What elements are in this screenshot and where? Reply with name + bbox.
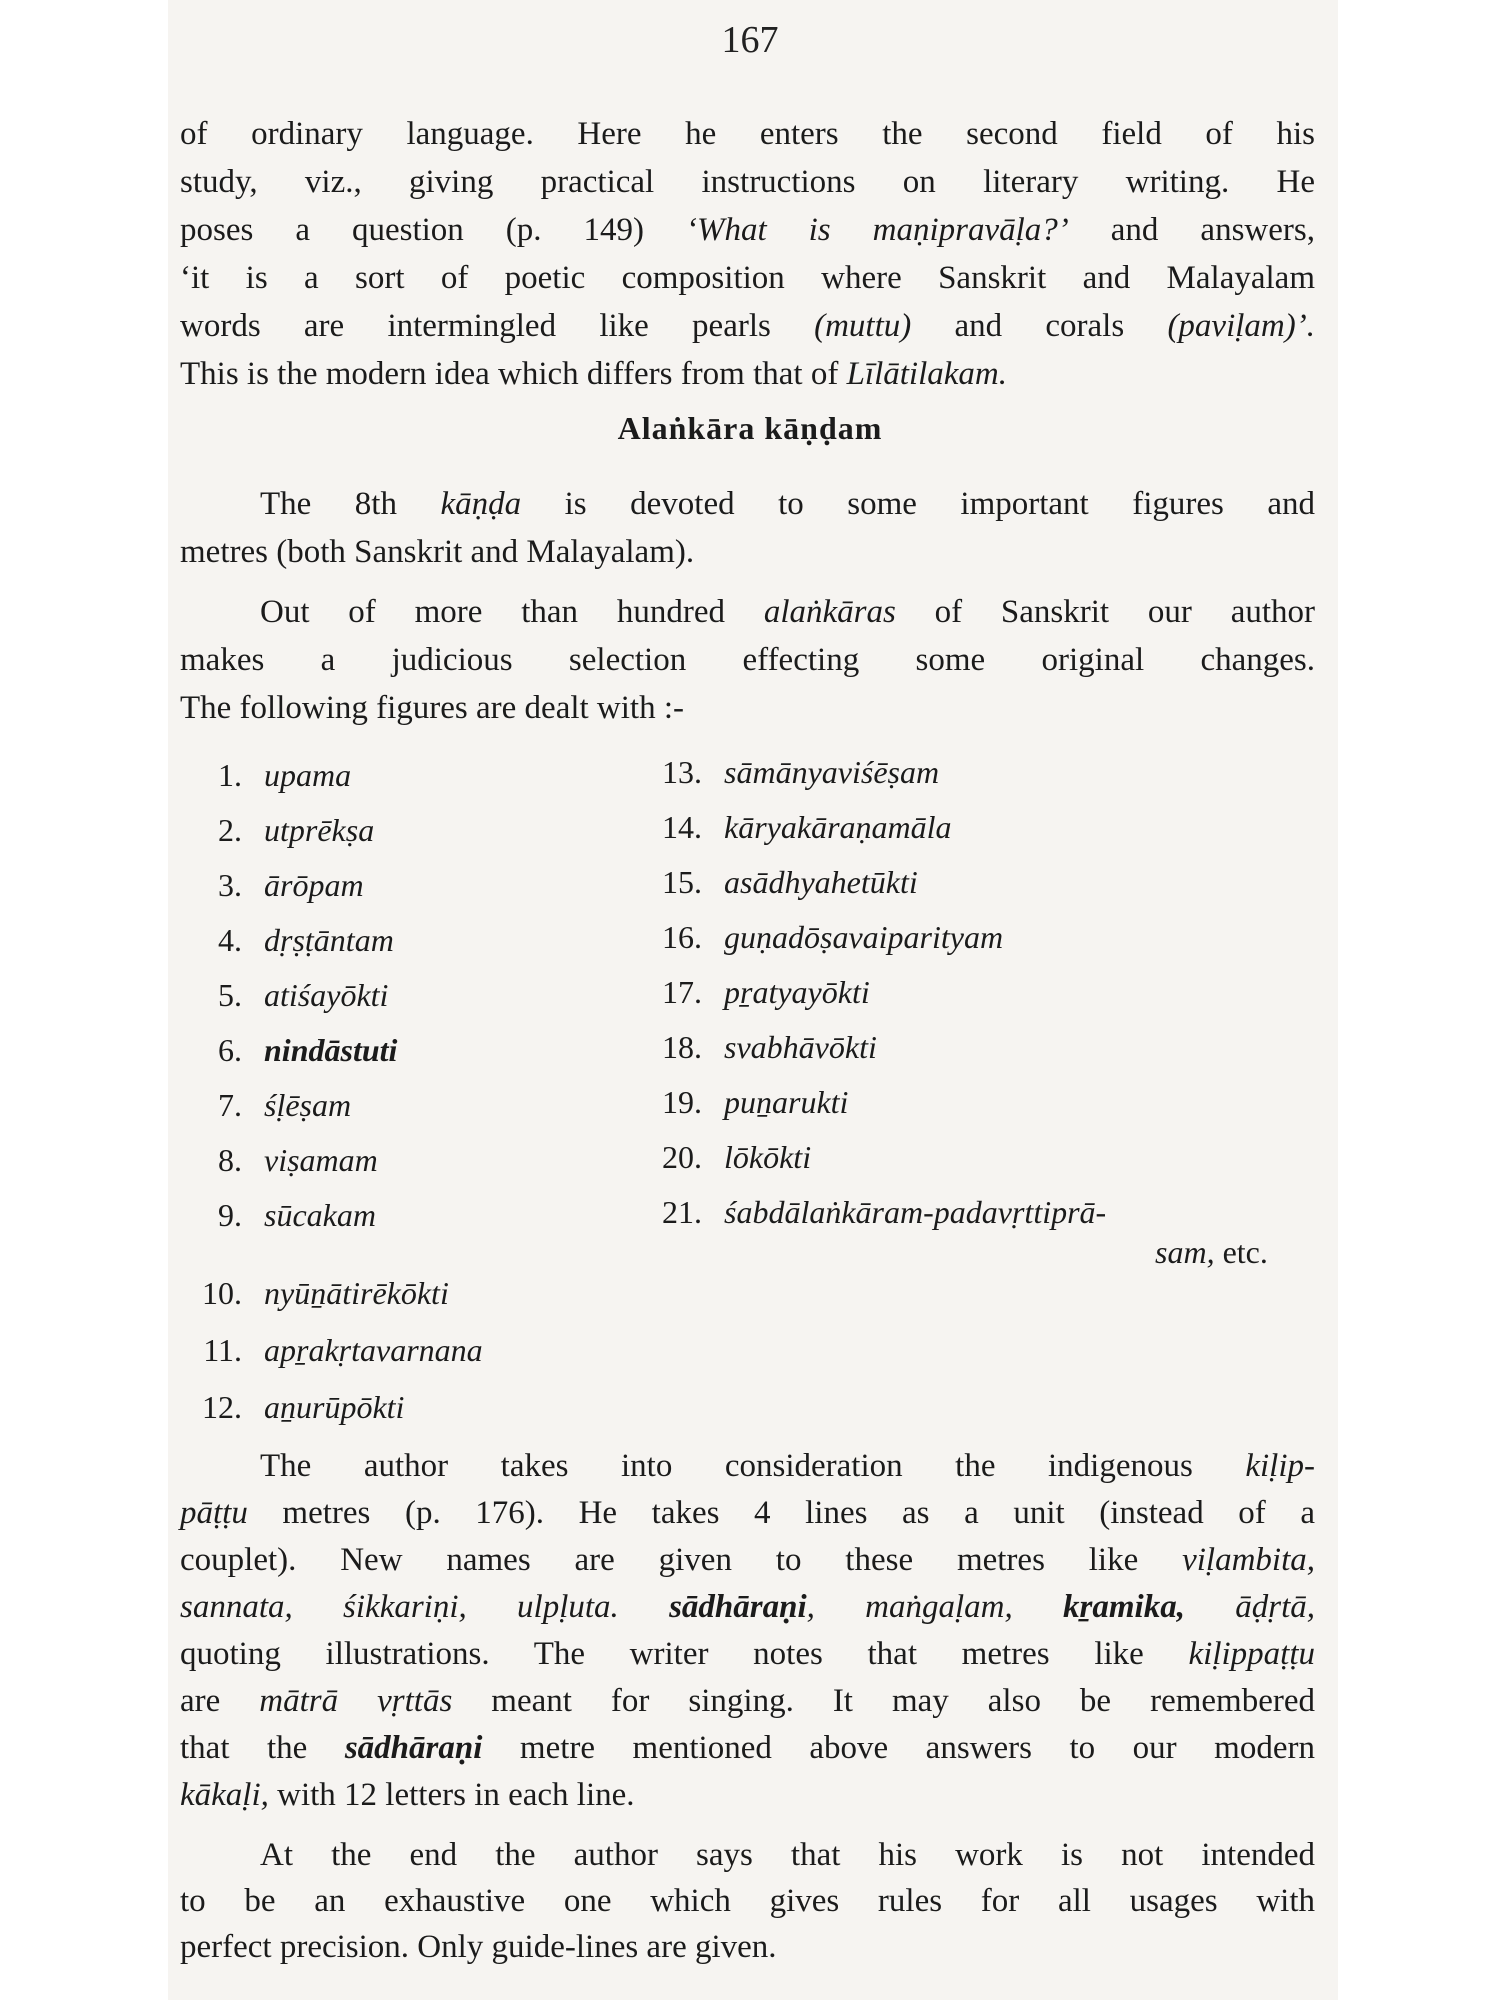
p5-line-1: At the end the author says that his work is not intended — [260, 1837, 1315, 1873]
p5-line-2: to be an exhaustive one which gives rules for all usages with — [180, 1883, 1315, 1919]
figure-item: 20. lōkōkti — [662, 1139, 812, 1175]
figure-item: 14. kāryakāraṇamāla — [662, 809, 952, 845]
paragraph-5 — [180, 1832, 1315, 1970]
p4-line-8: kākaḷi, with 12 letters in each line. — [180, 1777, 635, 1813]
figure-item: 17. pṟatyayōkti — [662, 974, 870, 1010]
figure-item: 4. dṛṣṭāntam — [218, 922, 394, 958]
figure-item: 2. utprēkṣa — [218, 812, 375, 848]
section-heading: Alaṅkāra kāṇḍam — [617, 410, 883, 446]
figure-item: 15. asādhyahetūkti — [662, 864, 918, 900]
p3-line-2: makes a judicious selection effecting some original changes. — [180, 642, 1315, 678]
figure-item: 16. guṇadōṣavaiparityam — [662, 919, 1004, 955]
page-number: 167 — [721, 19, 779, 61]
p2-line-2: metres (both Sanskrit and Malayalam). — [180, 534, 695, 570]
figure-21-continuation: sam, etc. — [1155, 1234, 1268, 1270]
p4-line-6: are mātrā vṛttās meant for singing. It may also be remembered — [180, 1683, 1315, 1719]
figure-item: 5. atiśayōkti — [218, 977, 389, 1013]
p2-line-1: The 8th kāṇḍa is devoted to some important figures and — [260, 486, 1315, 522]
figure-item: 3. ārōpam — [218, 867, 364, 903]
p4-line-4: sannata, śikkariṇi, ulpḷuta. sādhāraṇi, maṅgaḷam, kṟamika, āḍṛtā, — [180, 1589, 1316, 1625]
figure-item: 8. viṣamam — [218, 1142, 378, 1178]
p4-line-3: couplet). New names are given to these metres like viḷambita, — [180, 1542, 1315, 1578]
figure-item: 7. śḷēṣam — [218, 1087, 352, 1123]
figure-item: 6. nindāstuti — [218, 1032, 398, 1068]
figure-item: 18. svabhāvōkti — [662, 1029, 877, 1065]
p4-line-7: that the sādhāraṇi metre mentioned above answers to our modern — [180, 1730, 1315, 1766]
paragraph-1 — [180, 110, 1315, 398]
figure-item: 21. śabdālaṅkāram-padavṛttiprā- — [662, 1194, 1107, 1230]
p1-line-2: study, viz., giving practical instructions on literary writing. He — [180, 164, 1315, 200]
paragraph-2 — [180, 480, 1315, 576]
p1-line-4: ‘it is a sort of poetic composition where Sanskrit and Malayalam — [180, 260, 1315, 296]
p4-line-2: pāṭṭu metres (p. 176). He takes 4 lines as a unit (instead of a — [180, 1495, 1315, 1531]
p4-line-5: quoting illustrations. The writer notes that metres like kiḷippaṭṭu — [180, 1636, 1315, 1672]
figure-item: 1. upama — [218, 757, 352, 793]
figure-item: 13. sāmānyaviśēṣam — [662, 754, 940, 790]
p4-line-1: The author takes into consideration the indigenous kiḷip- — [260, 1448, 1315, 1484]
figure-item: 9. sūcakam — [218, 1197, 376, 1233]
p5-line-3: perfect precision. Only guide-lines are given. — [180, 1929, 777, 1965]
p1-line-6: This is the modern idea which differs from that of Līlātilakam. — [180, 356, 1007, 392]
p3-line-1: Out of more than hundred alaṅkāras of Sanskrit our author — [260, 594, 1316, 630]
figure-item: 11. apṟakṛtavarnana — [203, 1332, 483, 1368]
figure-item: 19. puṉarukti — [662, 1084, 849, 1120]
p1-line-5: words are intermingled like pearls (muttu) and corals (paviḷam)’. — [180, 308, 1315, 344]
p1-line-3: poses a question (p. 149) ‘What is maṇipravāḷa?’ and answers, — [180, 212, 1315, 248]
figure-item: 10. nyūṉātirēkōkti — [202, 1275, 449, 1311]
paragraph-4 — [180, 1443, 1315, 1819]
p3-line-3: The following figures are dealt with :- — [180, 690, 685, 726]
paragraph-3 — [180, 588, 1315, 732]
p1-line-1: of ordinary language. Here he enters the second field of his — [180, 116, 1315, 152]
figure-item: 12. aṉurūpōkti — [202, 1389, 405, 1425]
